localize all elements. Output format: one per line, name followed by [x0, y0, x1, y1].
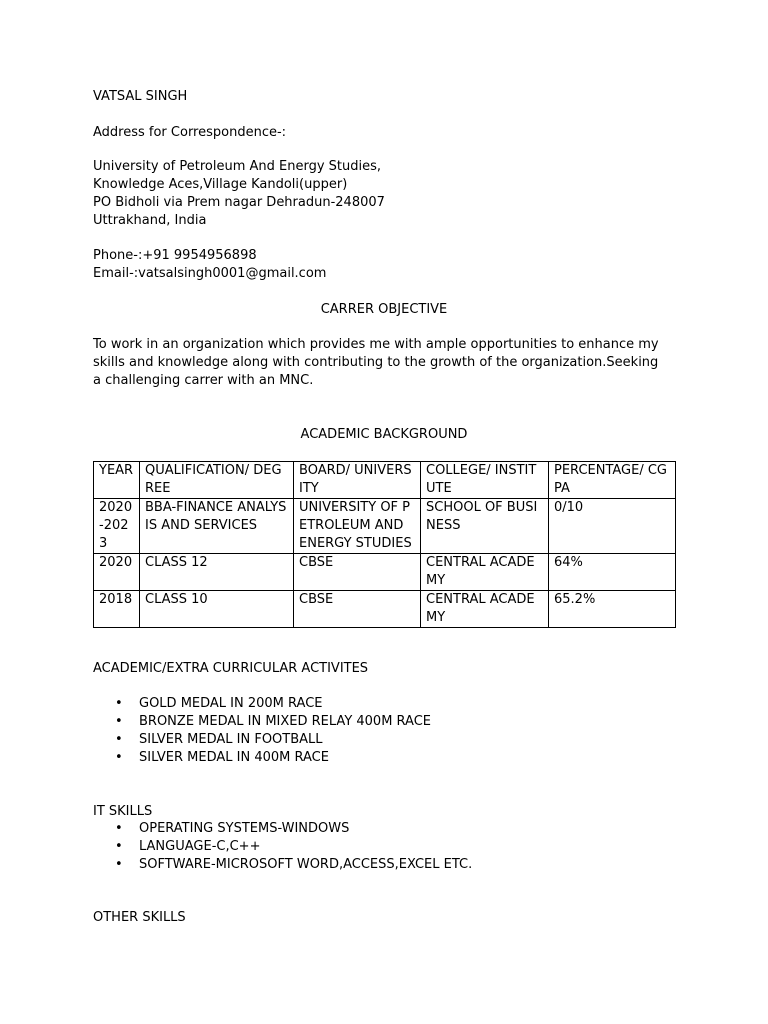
address-line: Knowledge Aces,Village Kandoli(upper) — [93, 177, 348, 192]
header-cell: YEAR — [94, 462, 140, 499]
table-cell: 64% — [549, 554, 676, 591]
phone-text: Phone-:+91 9954956898 — [93, 248, 257, 263]
bullet-icon: • — [115, 857, 123, 872]
bullet-icon: • — [115, 696, 123, 711]
header-cell: QUALIFICATION/ DEGREE — [140, 462, 294, 499]
list-item-text: SILVER MEDAL IN 400M RACE — [139, 750, 329, 765]
activities-list — [93, 695, 431, 767]
table-cell: CBSE — [294, 554, 421, 591]
bullet-icon: • — [115, 750, 123, 765]
table-row — [94, 499, 676, 554]
list-item — [93, 731, 431, 749]
list-item — [93, 838, 472, 856]
table-row — [94, 554, 676, 591]
table-cell: SCHOOL OF BUSINESS — [421, 499, 549, 554]
activities-heading: ACADEMIC/EXTRA CURRICULAR ACTIVITES — [93, 661, 369, 676]
table-cell: 65.2% — [549, 591, 676, 628]
list-item-text: GOLD MEDAL IN 200M RACE — [139, 696, 323, 711]
table-cell: CENTRAL ACADEMY — [421, 554, 549, 591]
objective-text: To work in an organization which provides me with ample opportunities to enhance my skills and knowledge along with contributing to the growth of the organization.Seeking a challenging carrer with an MNC. — [93, 337, 659, 388]
header-cell: COLLEGE/ INSTITUTE — [421, 462, 549, 499]
list-item — [93, 820, 472, 838]
list-item — [93, 713, 431, 731]
bullet-icon: • — [115, 732, 123, 747]
bullet-icon: • — [115, 839, 123, 854]
list-item-text: OPERATING SYSTEMS-WINDOWS — [139, 821, 350, 836]
bullet-icon: • — [115, 714, 123, 729]
table-cell: CLASS 10 — [140, 591, 294, 628]
list-item — [93, 749, 431, 767]
table-cell: 2020 — [94, 554, 140, 591]
list-item-text: BRONZE MEDAL IN MIXED RELAY 400M RACE — [139, 714, 432, 729]
table-cell: UNIVERSITY OF PETROLEUM AND ENERGY STUDIES — [294, 499, 421, 554]
academic-heading: ACADEMIC BACKGROUND — [300, 427, 468, 442]
table-cell: CENTRAL ACADEMY — [421, 591, 549, 628]
table-cell: CBSE — [294, 591, 421, 628]
table-cell: 2018 — [94, 591, 140, 628]
address-line: PO Bidholi via Prem nagar Dehradun-248007 — [93, 195, 385, 210]
table-header-row — [94, 462, 676, 499]
table-cell: BBA-FINANCE ANALYSIS AND SERVICES — [140, 499, 294, 554]
it-skills-list — [93, 820, 472, 874]
list-item — [93, 856, 472, 874]
list-item-text: SOFTWARE-MICROSOFT WORD,ACCESS,EXCEL ETC. — [139, 857, 473, 872]
table-cell: 2020 -2023 — [94, 499, 140, 554]
candidate-name: VATSAL SINGH — [93, 89, 188, 104]
address-line: University of Petroleum And Energy Studies, — [93, 159, 382, 174]
other-skills-heading: OTHER SKILLS — [93, 910, 186, 925]
list-item-text: LANGUAGE-C,C++ — [139, 839, 261, 854]
list-item-text: SILVER MEDAL IN FOOTBALL — [139, 732, 323, 747]
list-item — [93, 695, 431, 713]
header-cell: BOARD/ UNIVERSITY — [294, 462, 421, 499]
email-text: Email-:vatsalsingh0001@gmail.com — [93, 266, 327, 281]
address-heading: Address for Correspondence-: — [93, 125, 287, 140]
it-skills-heading: IT SKILLS — [93, 804, 153, 819]
objective-heading: CARRER OBJECTIVE — [320, 302, 448, 317]
table-cell: CLASS 12 — [140, 554, 294, 591]
bullet-icon: • — [115, 821, 123, 836]
address-line: Uttrakhand, India — [93, 213, 207, 228]
table-row — [94, 591, 676, 628]
header-cell: PERCENTAGE/ CGPA — [549, 462, 676, 499]
academic-table — [93, 461, 676, 628]
table-cell: 0/10 — [549, 499, 676, 554]
